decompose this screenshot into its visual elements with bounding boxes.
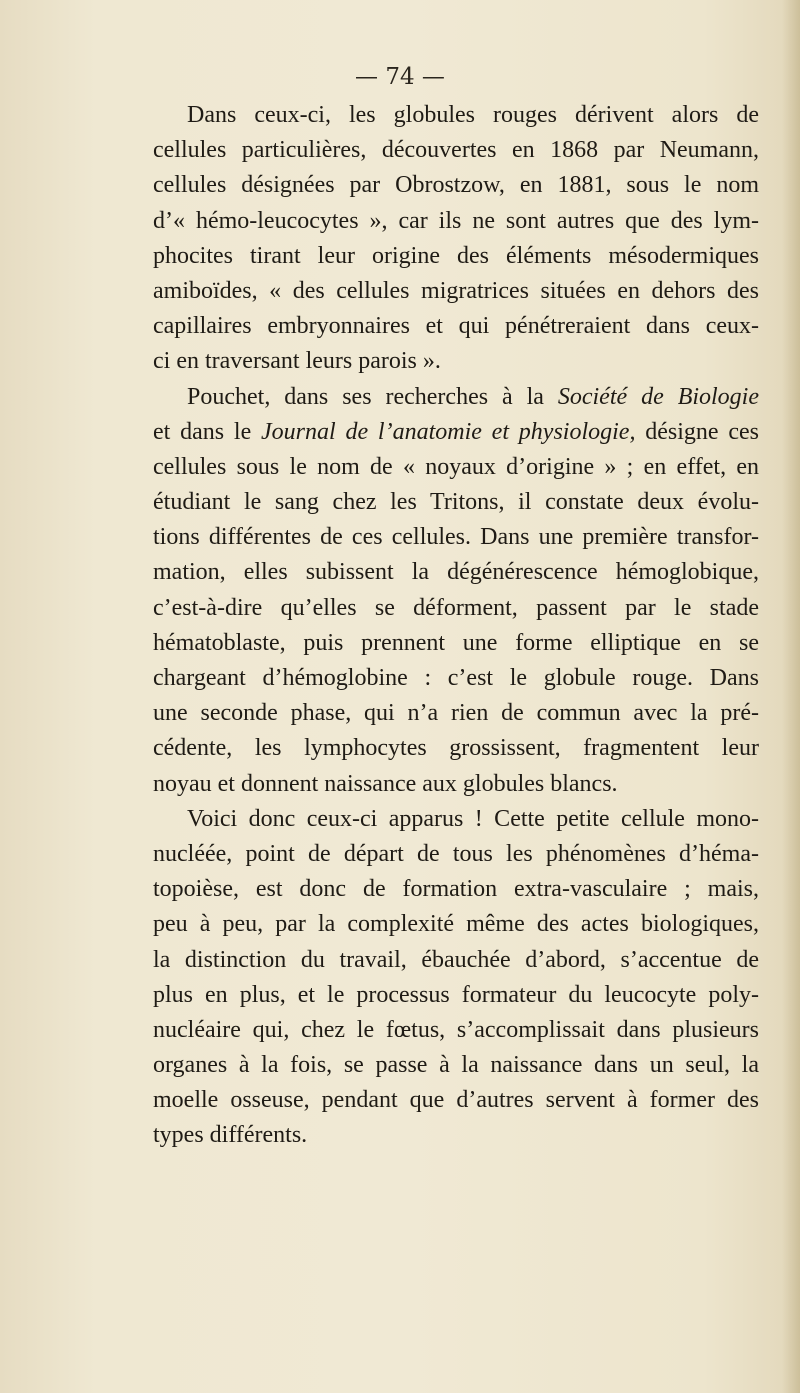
text-line: plus en plus, et le processus formateur du leucocyte poly- — [153, 981, 759, 1008]
text-line: noyau et donnent naissance aux globules blancs. — [153, 770, 618, 797]
text-line: cédente, les lymphocytes grossissent, fragmentent leur — [153, 735, 759, 762]
text-line: cellules sous le nom de « noyaux d’origine » ; en effet, en — [153, 453, 759, 480]
text-line: nucléée, point de départ de tous les phénomènes d’héma- — [153, 840, 759, 867]
italic-title-societe: Société de Biologie — [557, 383, 760, 410]
text-line: une seconde phase, qui n’a rien de commun avec la pré- — [153, 700, 759, 727]
text-line: cellules particulières, découvertes en 1868 par Neumann, — [153, 137, 759, 164]
italic-title-journal: Journal de l’anatomie et physiologie, — [261, 418, 636, 445]
text-line: chargeant d’hémoglobine : c’est le globule rouge. Dans — [153, 665, 759, 691]
text-line: tions différentes de ces cellules. Dans une première transfor- — [153, 524, 759, 551]
text-line: étudiant le sang chez les Tritons, il constate deux évolu- — [153, 489, 759, 516]
text-line: c’est-à-dire qu’elles se déforment, passent par le stade — [153, 594, 759, 621]
body-text — [153, 98, 759, 1154]
text-line: d’« hémo-leucocytes », car ils ne sont autres que des lym- — [153, 207, 759, 234]
text-line: capillaires embryonnaires et qui pénétreraient dans ceux- — [153, 313, 759, 340]
text-line-with-italic — [153, 380, 759, 415]
text-line: la distinction du travail, ébauchée d’abord, s’accentue de — [153, 946, 759, 973]
text-line: hématoblaste, puis prennent une forme elliptique en se — [153, 629, 759, 656]
text-line: ci en traversant leurs parois ». — [153, 348, 441, 375]
page-edge-shadow — [782, 0, 800, 1393]
text-run: et dans le — [153, 418, 262, 445]
text-line: organes à la fois, se passe à la naissance dans un seul, la — [153, 1052, 759, 1079]
text-line: peu à peu, par la complexité même des actes biologiques, — [153, 911, 759, 938]
text-line: amiboïdes, « des cellules migratrices situées en dehors des — [153, 277, 759, 304]
text-line: topoièse, est donc de formation extra-vasculaire ; mais, — [153, 876, 759, 903]
text-line: types différents. — [153, 1122, 308, 1149]
text-line: mation, elles subissent la dégénérescence hémoglobique, — [153, 559, 759, 586]
text-run: Pouchet, dans ses recherches à la — [187, 383, 558, 410]
text-line: nucléaire qui, chez le fœtus, s’accomplissait dans plusieurs — [153, 1016, 759, 1043]
text-run: désigne ces — [635, 418, 759, 445]
text-line: moelle osseuse, pendant que d’autres servent à former des — [153, 1087, 759, 1114]
text-line-with-italic — [153, 415, 759, 450]
text-line: phocites tirant leur origine des éléments mésodermiques — [153, 242, 759, 269]
text-line: Dans ceux-ci, les globules rouges dérivent alors de — [187, 102, 759, 128]
page-number: — 74 — — [355, 64, 445, 90]
text-line: cellules désignées par Obrostzow, en 1881, sous le nom — [153, 172, 759, 199]
text-line: Voici donc ceux-ci apparus ! Cette petite cellule mono- — [187, 805, 759, 832]
